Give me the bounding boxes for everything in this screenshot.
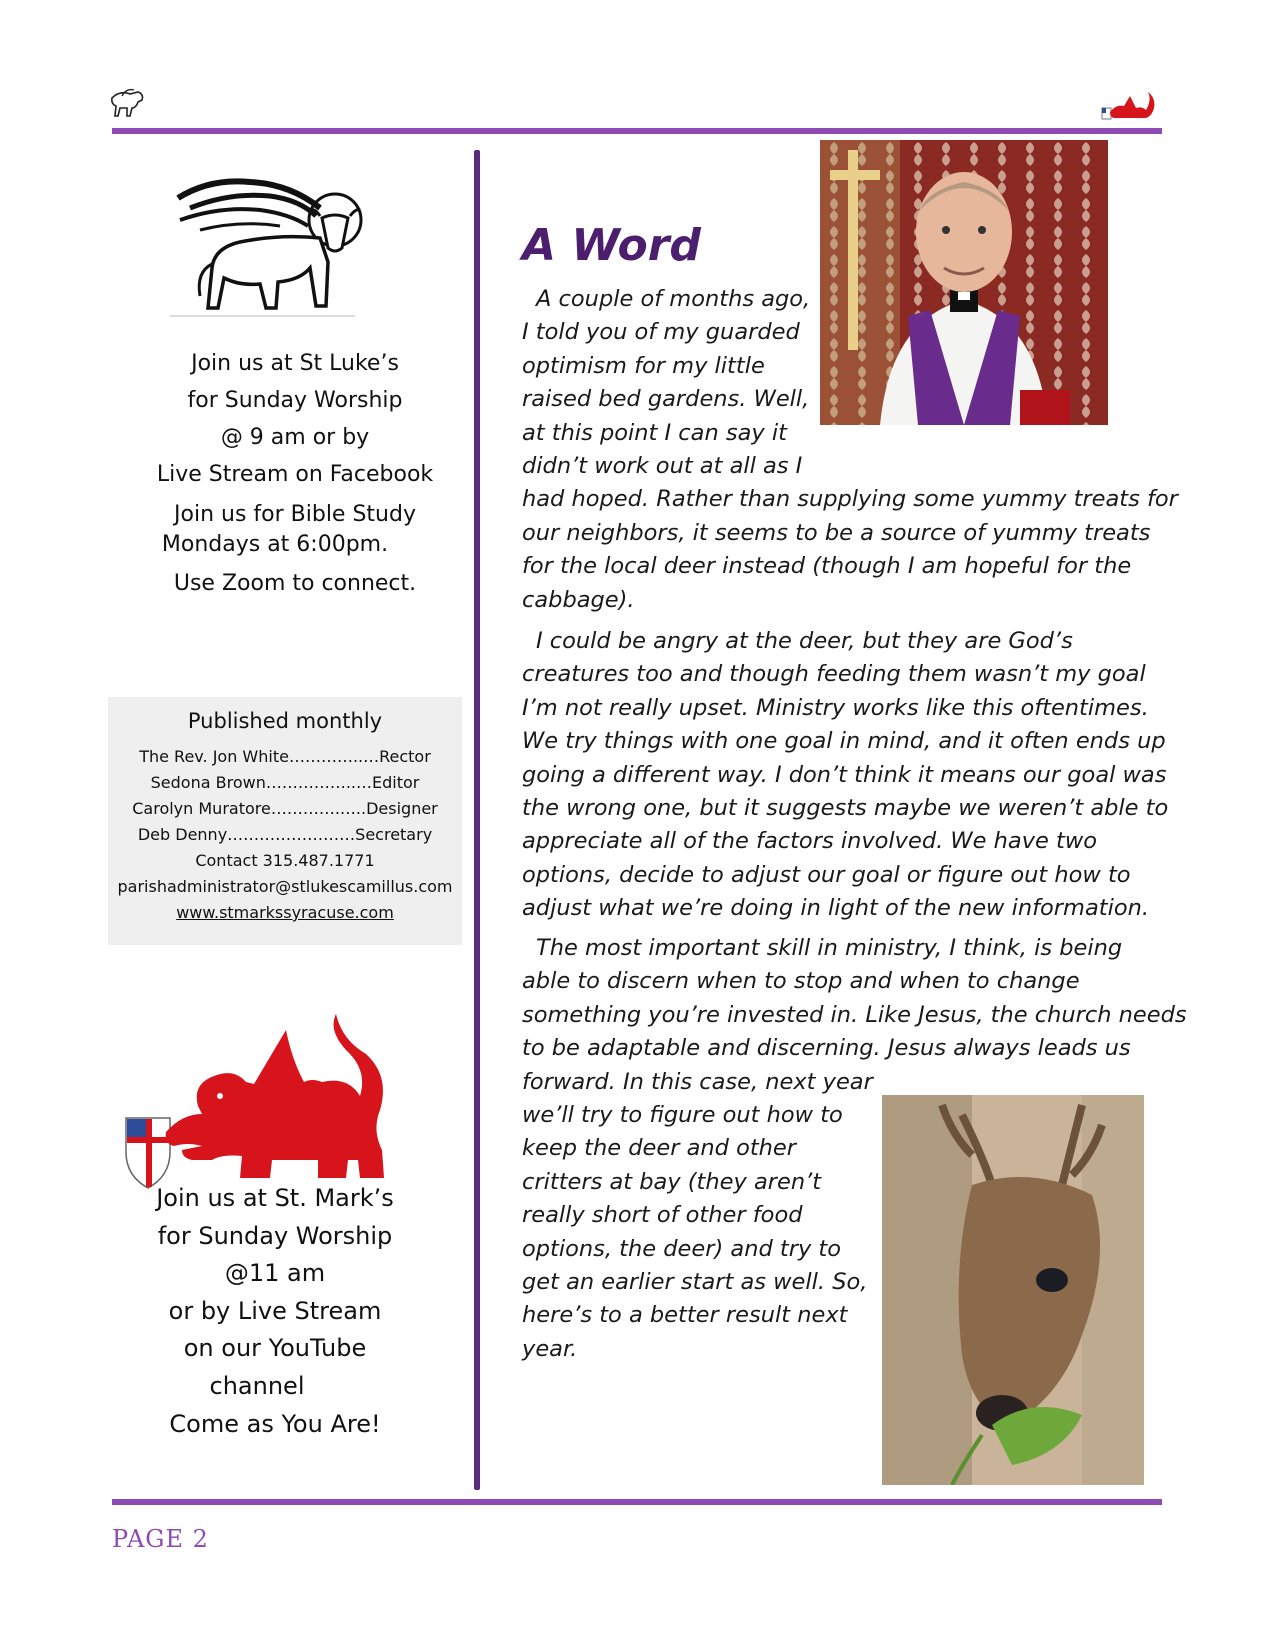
p1-line: our neighbors, it seems to be a source of yummy treats	[522, 519, 1151, 546]
zoom-info: Use Zoom to connect.	[173, 571, 417, 596]
p3-line: forward. In this case, next year	[522, 1068, 873, 1095]
contact-email[interactable]: parishadministrator@stlukescamillus.com	[117, 877, 453, 896]
page-number: PAGE 2	[112, 1525, 209, 1553]
winged-lion-small-icon	[1100, 90, 1160, 124]
article-heading: A Word	[522, 220, 701, 271]
p3-line: The most important skill in ministry, I think, is being	[536, 935, 1123, 961]
p1-line: at this point I can say it	[522, 419, 787, 446]
st-lukes-line-2: for Sunday Worship	[187, 388, 403, 413]
p3-line: we’ll try to figure out how to	[522, 1102, 843, 1129]
st-marks-line-1: Join us at St. Mark’s	[156, 1184, 394, 1212]
staff-rector: The Rev. Jon White…………..…Rector	[139, 747, 431, 766]
p1-line: had hoped. Rather than supplying some yummy treats for	[522, 486, 1178, 513]
p1-line: I told you of my guarded	[522, 319, 800, 346]
p1-line: didn’t work out at all as I	[522, 453, 803, 480]
p1-line: for the local deer instead (though I am hopeful for the	[522, 553, 1132, 580]
st-marks-line-5: on our YouTube	[183, 1334, 367, 1363]
p3-line: get an earlier start as well. So,	[522, 1269, 868, 1296]
published-monthly: Published monthly	[187, 709, 383, 733]
p2-line: the wrong one, but it suggests maybe we weren’t able to	[522, 795, 1169, 822]
st-lukes-line-1: Join us at St Luke’s	[191, 351, 399, 376]
p2-line: going a different way. I don’t think it means our goal was	[522, 761, 1167, 788]
column-divider	[474, 150, 480, 1490]
article-paragraph-2	[522, 625, 1169, 926]
p3-line: to be adaptable and discerning. Jesus always leads us	[522, 1035, 1131, 1062]
bible-study-info	[150, 500, 440, 560]
st-marks-line-3: @11 am	[224, 1259, 326, 1288]
contact-phone: Contact 315.487.1771	[195, 851, 375, 870]
deer-photo	[882, 1095, 1144, 1485]
article-paragraph-1	[522, 283, 1178, 617]
p3-line: really short of other food	[522, 1202, 803, 1229]
p3-line: something you’re invested in. Like Jesus, the church needs	[522, 1001, 1187, 1028]
st-marks-line-6: channel	[209, 1371, 305, 1400]
st-lukes-line-3: @ 9 am or by	[220, 425, 370, 450]
st-lukes-line-4: Live Stream on Facebook	[156, 462, 434, 487]
p2-line: I could be angry at the deer, but they are God’s	[536, 628, 1073, 654]
footer-rule	[112, 1499, 1162, 1505]
p2-line: I’m not really upset. Ministry works like this oftentimes.	[522, 694, 1149, 721]
winged-ox-icon	[170, 168, 370, 318]
p2-line: creatures too and though feeding them wasn’t my goal	[522, 661, 1146, 688]
st-marks-line-7: Come as You Are!	[169, 1409, 381, 1438]
publication-box	[108, 697, 462, 945]
p1-line: raised bed gardens. Well,	[522, 386, 810, 413]
p1-line: cabbage).	[522, 586, 635, 613]
p2-line: options, decide to adjust our goal or figure out how to	[522, 861, 1131, 888]
p3-line: critters at bay (they aren’t	[522, 1168, 822, 1195]
p3-line: here’s to a better result next	[522, 1302, 848, 1329]
p3-line: keep the deer and other	[522, 1135, 797, 1162]
p1-line: optimism for my little	[522, 352, 765, 379]
p2-line: We try things with one goal in mind, and it often ends up	[522, 728, 1166, 755]
st-marks-line-4: or by Live Stream	[168, 1296, 382, 1325]
website-link[interactable]: www.stmarkssyracuse.com	[176, 903, 394, 922]
bible-study-line-2: Mondays at 6:00pm.	[161, 532, 389, 557]
st-lukes-info	[150, 345, 440, 493]
p2-line: adjust what we’re doing in light of the new information.	[522, 895, 1150, 922]
staff-secretary: Deb Denny……………………Secretary	[137, 825, 433, 844]
p1-line: A couple of months ago,	[536, 286, 811, 312]
winged-ox-small-icon	[108, 88, 146, 120]
p3-line: able to discern when to stop and when to change	[522, 968, 1080, 995]
header-rule	[112, 128, 1162, 134]
staff-designer: Carolyn Muratore………….…..Designer	[132, 799, 438, 818]
st-marks-info	[130, 1180, 420, 1443]
bible-study-line-1: Join us for Bible Study	[174, 502, 416, 527]
p3-line: options, the deer) and try to	[522, 1235, 842, 1262]
winged-lion-icon	[122, 1010, 402, 1190]
staff-editor: Sedona Brown……………..…Editor	[150, 773, 420, 792]
p3-line: year.	[522, 1335, 578, 1362]
st-marks-line-2: for Sunday Worship	[157, 1221, 393, 1250]
p2-line: appreciate all of the factors involved. We have two	[522, 828, 1098, 855]
